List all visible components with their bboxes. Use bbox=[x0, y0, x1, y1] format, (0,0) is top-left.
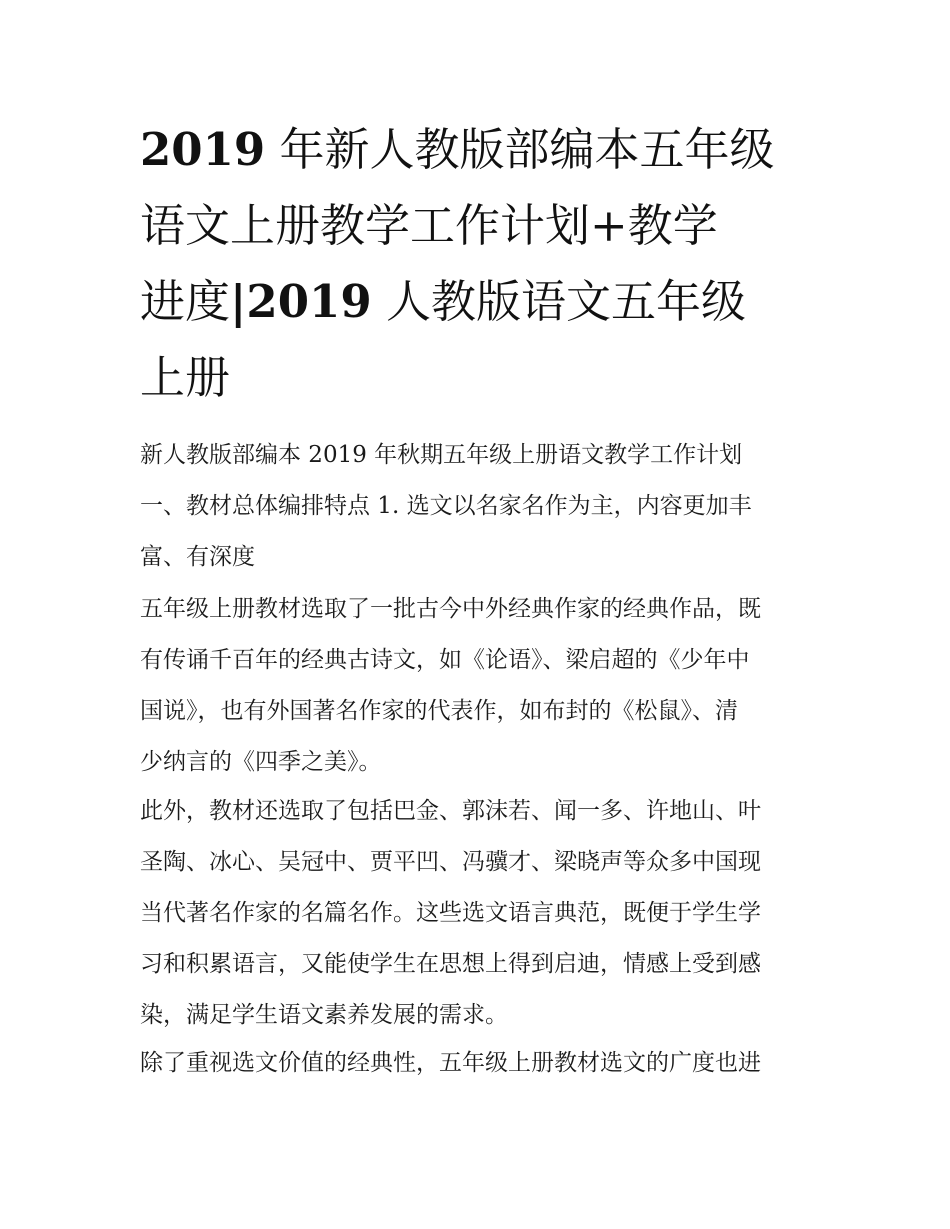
paragraph-line: 少纳言的《四季之美》。 bbox=[140, 749, 382, 775]
title-line-1 bbox=[140, 112, 820, 188]
paragraph-line: 国说》，也有外国著名作家的代表作，如布封的《松鼠》、清 bbox=[140, 698, 738, 724]
paragraph-line: 当代著名作家的名篇名作。这些选文语言典范，既便于学生学 bbox=[140, 900, 761, 926]
title-line-1-text: 年新人教版部编本五年级 bbox=[265, 123, 775, 176]
paragraph-line: 此外，教材还选取了包括巴金、郭沫若、闻一多、许地山、叶 bbox=[140, 798, 761, 824]
paragraph-line: 新人教版部编本 2019 年秋期五年级上册语文教学工作计划 bbox=[140, 442, 743, 468]
document-title bbox=[140, 112, 820, 416]
paragraph-line: 染，满足学生语文素养发展的需求。 bbox=[140, 1002, 508, 1028]
paragraph-intro bbox=[140, 430, 820, 583]
title-line-2: 语文上册教学工作计划+教学 bbox=[140, 199, 718, 252]
title-line-4: 上册 bbox=[140, 351, 231, 404]
paragraph-breadth bbox=[140, 1038, 820, 1089]
paragraph-line: 五年级上册教材选取了一批古今中外经典作家的经典作品，既 bbox=[140, 596, 761, 622]
paragraph-modern-authors bbox=[140, 786, 820, 1041]
title-line-3-start: 进度 bbox=[140, 275, 231, 328]
title-line-3-text: 人教版语文五年级 bbox=[371, 275, 746, 328]
paragraph-line: 有传诵千百年的经典古诗文，如《论语》、梁启超的《少年中 bbox=[140, 647, 750, 673]
title-line-3 bbox=[140, 264, 820, 340]
title-year: 2019 bbox=[140, 123, 266, 176]
paragraph-line: 除了重视选文价值的经典性，五年级上册教材选文的广度也进 bbox=[140, 1050, 761, 1076]
title-line-3-year: |2019 bbox=[230, 275, 372, 328]
paragraph-line: 习和积累语言，又能使学生在思想上得到启迪，情感上受到感 bbox=[140, 951, 761, 977]
paragraph-line: 富、有深度 bbox=[140, 544, 255, 570]
paragraph-line: 一、教材总体编排特点 1. 选文以名家名作为主，内容更加丰 bbox=[140, 493, 752, 519]
paragraph-classics bbox=[140, 584, 820, 788]
paragraph-line: 圣陶、冰心、吴冠中、贾平凹、冯骥才、梁晓声等众多中国现 bbox=[140, 849, 761, 875]
